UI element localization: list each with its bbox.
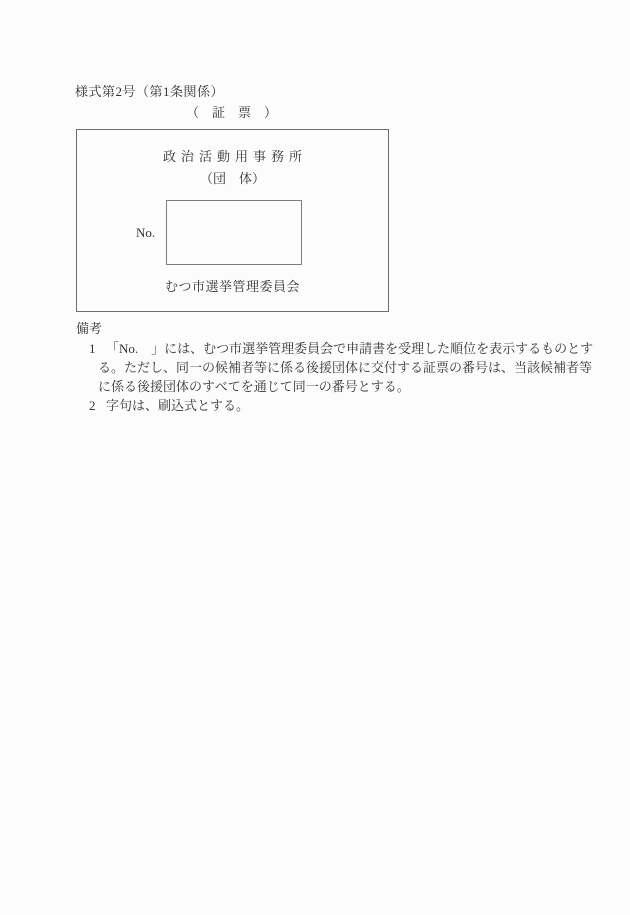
issuer-name: むつ市選挙管理委員会 <box>164 279 300 294</box>
remark-2-number: 2 <box>89 398 96 413</box>
remark-2-line <box>89 398 249 414</box>
remark-1-number: 1 <box>89 341 96 356</box>
certificate-title: 政治活動用事務所 <box>162 149 307 164</box>
remarks-heading: 備考 <box>76 321 103 336</box>
remark-1-line-1 <box>89 341 593 357</box>
number-label: No. <box>136 225 156 240</box>
form-number-heading: 様式第2号（第1条関係） <box>75 84 225 99</box>
remark-1-line-2: る。ただし、同一の候補者等に係る後援団体に交付する証票の番号は、当該候補者等 <box>98 360 593 375</box>
remark-2-text: 字句は、刷込式とする。 <box>106 398 250 413</box>
certificate-subtitle: （団 体） <box>199 171 265 186</box>
certificate-box <box>76 129 389 312</box>
number-entry-box <box>166 200 302 265</box>
remark-1-text-1: 「No. 」には、むつ市選挙管理委員会で申請書を受理した順位を表示するものとす <box>106 341 594 356</box>
certificate-caption: （ 証 票 ） <box>185 105 277 120</box>
remark-1-line-3: に係る後援団体のすべてを通じて同一の番号とする。 <box>98 379 410 394</box>
